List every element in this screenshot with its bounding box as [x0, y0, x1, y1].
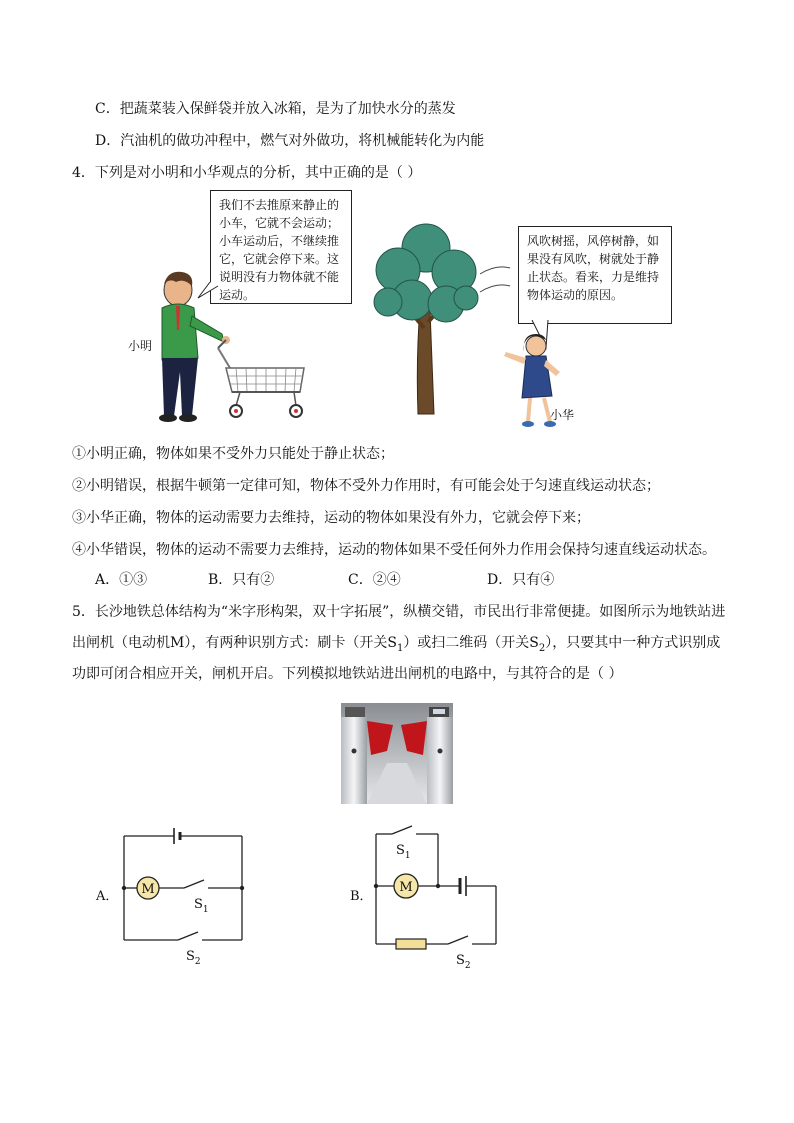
q4-option-a: A．①③	[95, 572, 148, 588]
q5-stem-line-1: 5．长沙地铁总体结构为“米字形构架，双十字拓展”，纵横交错，市民出行非常便捷。如图所示为地铁站进	[72, 604, 726, 620]
wind-strokes	[476, 262, 512, 298]
speech-bubble-xiaohua: 风吹树摇，风停树静，如果没有风吹，树就处于静止状态。看来，力是维持物体运动的原因。	[518, 226, 672, 324]
circuit-a-label: A．	[96, 889, 119, 904]
circuit-a-s1-label: $S_1$	[194, 897, 209, 915]
circuit-a-diagram	[116, 826, 256, 964]
circuit-a-s2-label: $S_2$	[186, 949, 201, 964]
q4-option-d: D．只有④	[487, 572, 555, 588]
q4-option-c: C．②④	[348, 572, 401, 588]
q3-option-c: C．把蔬菜装入保鲜袋并放入冰箱，是为了加快水分的蒸发	[95, 101, 456, 117]
speech-bubble-xiaoming: 我们不去推原来静止的小车，它就不会运动；小车运动后，不继续推它，它就会停下来。这说明没有力物体就不能运动。	[210, 190, 352, 304]
q4-statement-2: ②小明错误，根据牛顿第一定律可知，物体不受外力作用时，有可能会处于匀速直线运动状态；	[72, 478, 660, 494]
subway-gate-photo	[341, 703, 453, 804]
q4-statement-1: ①小明正确，物体如果不受外力只能处于静止状态；	[72, 446, 394, 462]
circuit-b-s2-label: $S_2$	[456, 953, 471, 970]
q5-stem-line-3: 功即可闭合相应开关，闸机开启。下列模拟地铁站进出闸机的电路中，与其符合的是（ ）	[72, 666, 623, 682]
circuit-a-motor-symbol: M	[141, 882, 155, 897]
q4-stem: 4．下列是对小明和小华观点的分析，其中正确的是（ ）	[72, 165, 422, 181]
circuit-b-s1-label: $S_1$	[396, 843, 411, 861]
circuit-b-label: B．	[350, 889, 373, 904]
q5-stem-line-2: 出闸机（电动机M），有两种识别方式：刷卡（开关$S_1$）或扫二维码（开关$S_2$），只要其中一种方式识别成	[72, 635, 721, 654]
q4-statement-3: ③小华正确，物体的运动需要力去维持，运动的物体如果没有外力，它就会停下来；	[72, 510, 590, 526]
bubble-pointer-xiaoming	[196, 280, 220, 300]
label-xiaohua: 小华	[550, 408, 575, 422]
label-xiaoming: 小明	[128, 339, 153, 353]
circuit-b-diagram	[368, 820, 508, 970]
q3-option-d: D．汽油机的做功冲程中，燃气对外做功，将机械能转化为内能	[95, 133, 485, 149]
circuit-b-motor-symbol: M	[399, 880, 413, 895]
tree-illustration	[366, 218, 486, 418]
circuit-b-resistor	[396, 939, 426, 949]
q4-statement-4: ④小华错误，物体的运动不需要力去维持，运动的物体如果不受任何外力作用会保持匀速直线运动状态。	[72, 542, 716, 558]
q4-option-b: B．只有②	[208, 572, 275, 588]
